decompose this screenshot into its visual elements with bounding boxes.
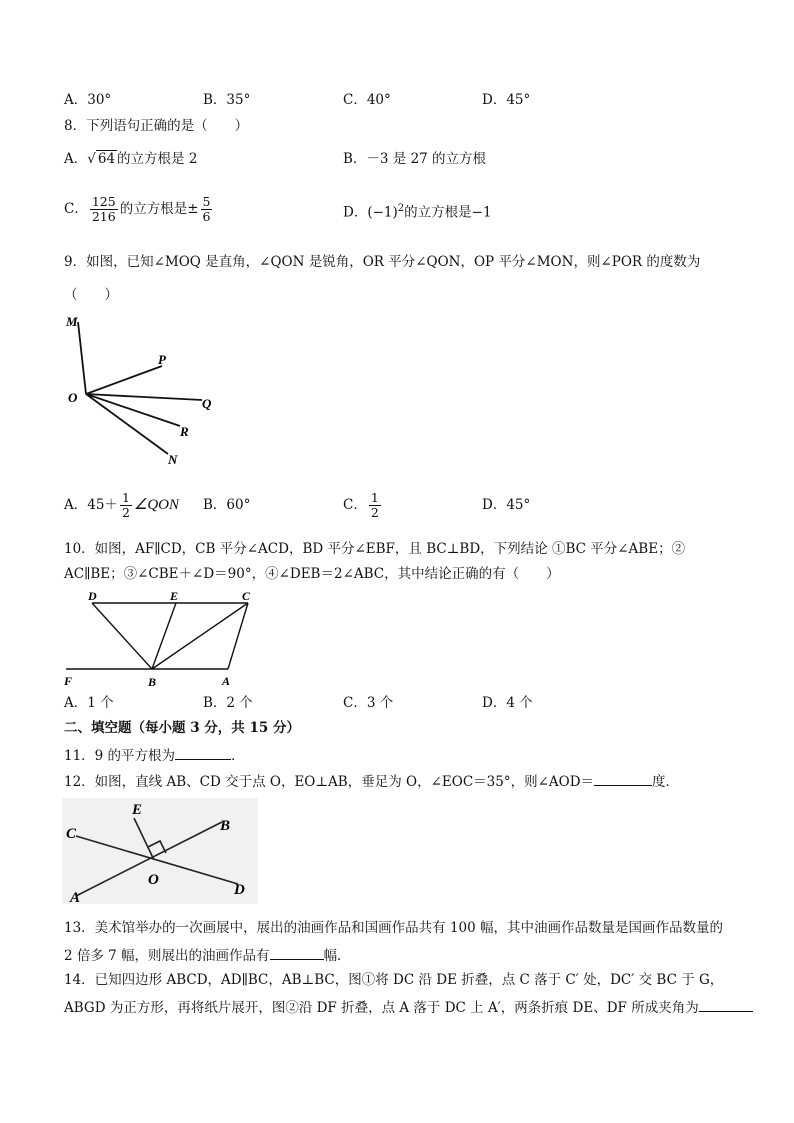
q14-line1: 14．已知四边形 ABCD，AD∥BC，AB⊥BC，图①将 DC 沿 DE 折叠，点 C 落于 C′ 处，DC′ 交 BC 于 G，	[64, 972, 724, 988]
label-e: E	[170, 589, 179, 603]
q12: 12．如图，直线 AB、CD 交于点 O，EO⊥AB，垂足为 O，∠EOC＝35°，则∠AOD＝ 度．	[64, 771, 679, 791]
q8-option-d: D．$(-1)^2$的立方根是−1	[343, 203, 492, 221]
label-o: O	[148, 872, 159, 888]
ray-om	[78, 322, 86, 394]
q9-option-c: C． $\frac{1}{2}$	[343, 490, 379, 520]
q7-option-a: A．30°	[64, 92, 112, 108]
q7-option-b: B．35°	[203, 92, 251, 108]
q8-stem: 8．下列语句正确的是（ ）	[64, 118, 249, 134]
q10-option-a: A．1 个	[64, 695, 114, 711]
q9-option-d: D．45°	[482, 497, 531, 513]
label-d: D	[234, 882, 245, 898]
label-d: D	[88, 589, 97, 603]
seg-eb	[152, 603, 176, 669]
q8-option-b: B．－3 是 27 的立方根	[343, 151, 487, 167]
label-e: E	[132, 802, 143, 818]
q9-stem: 9．如图，已知∠MOQ 是直角，∠QON 是锐角，OR 平分∠QON，OP 平分∠MON，则∠POR 的度数为	[64, 254, 701, 270]
label-c: C	[242, 589, 251, 603]
label-c: C	[66, 826, 77, 842]
q9-figure	[62, 312, 222, 472]
q9-paren: （ ）	[64, 287, 118, 303]
q7-option-d: D．45°	[482, 92, 531, 108]
q8-option-c: C． $\frac{125}{216}$ 的立方根是± $\frac{5}{6}$	[64, 194, 211, 224]
ray-on	[86, 394, 168, 454]
seg-ca	[228, 603, 248, 669]
section-title: 二、填空题（每小题 3 分，共 15 分）	[64, 720, 300, 736]
q10-line1: 10．如图，AF∥CD，CB 平分∠ACD，BD 平分∠EBF，且 BC⊥BD，下列结论 ①BC 平分∠ABE；②	[64, 541, 686, 557]
label-n: N	[168, 452, 178, 467]
label-m: M	[66, 314, 78, 329]
label-b: B	[148, 675, 157, 689]
label-p: P	[158, 352, 166, 367]
q13-line2: 2 倍多 7 幅，则展出的油画作品有 幅．	[64, 945, 351, 965]
seg-db	[92, 603, 152, 669]
q8-option-a: A．√ 64 的立方根是 2	[64, 151, 198, 167]
q14-line2: ABGD 为正方形，再将纸片展开，图②沿 DF 折叠，点 A 落于 DC 上 A′，两条折痕 DE、DF 所成夹角为	[64, 997, 753, 1017]
q12-answer-blank[interactable]	[594, 771, 652, 786]
q10-figure	[62, 588, 256, 692]
q10-option-b: B．2 个	[203, 695, 253, 711]
label-q: Q	[202, 396, 212, 411]
label-r: R	[180, 424, 189, 439]
label-f: F	[64, 674, 73, 688]
q10-option-c: C．3 个	[343, 695, 394, 711]
ray-op	[86, 366, 162, 394]
q9-option-a: A．45＋ $\frac{1}{2}$ ∠QON	[64, 490, 180, 520]
q11: 11．9 的平方根为 ．	[64, 745, 245, 765]
q11-answer-blank[interactable]	[175, 745, 231, 760]
q13-line1: 13．美术馆举办的一次画展中，展出的油画作品和国画作品共有 100 幅，其中油画作品数量是国画作品数量的	[64, 920, 724, 936]
q14-answer-blank[interactable]	[699, 997, 753, 1012]
q10-option-d: D．4 个	[482, 695, 533, 711]
q10-line2: AC∥BE；③∠CBE＋∠D＝90°，④∠DEB＝2∠ABC，其中结论正确的有（ ）	[64, 566, 560, 582]
q13-answer-blank[interactable]	[270, 945, 324, 960]
q12-figure	[62, 798, 258, 904]
q7-option-c: C．40°	[343, 92, 391, 108]
label-a: A	[222, 674, 231, 688]
q9-option-b: B．60°	[203, 497, 251, 513]
label-o: O	[68, 390, 78, 405]
label-b: B	[220, 818, 231, 834]
seg-cb	[152, 603, 248, 669]
label-a: A	[70, 890, 81, 904]
